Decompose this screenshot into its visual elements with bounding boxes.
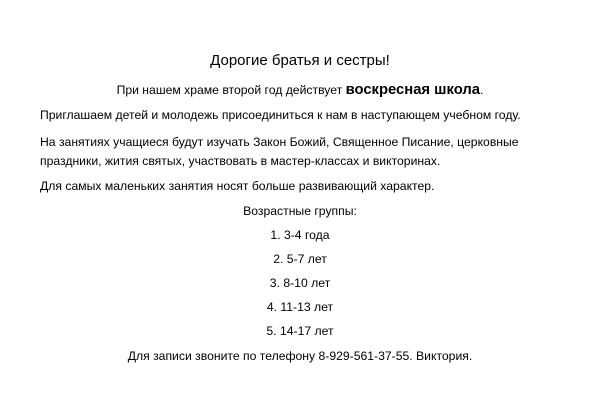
intro-suffix: . — [480, 83, 484, 97]
age-group-item: 4. 11-13 лет — [266, 300, 334, 314]
age-group-item: 3. 8-10 лет — [269, 276, 331, 290]
curriculum-paragraph-line-1: На занятиях учащиеся будут изучать Закон Божий, Священное Писание, церковные — [40, 135, 519, 149]
intro-prefix: При нашем храме второй год действует — [116, 83, 346, 97]
intro-sentence — [0, 81, 600, 99]
contact-line: Для записи звоните по телефону 8-929-561-37-55. Виктория. — [127, 349, 473, 363]
age-group-item: 5. 14-17 лет — [266, 324, 334, 338]
age-group-item: 1. 3-4 года — [270, 228, 330, 242]
curriculum-paragraph-line-2: праздники, жития святых, участвовать в мастер-классах и викторинах. — [40, 154, 441, 168]
young-children-paragraph: Для самых маленьких занятия носят больше развивающий характер. — [40, 179, 435, 193]
age-group-item: 2. 5-7 лет — [273, 252, 327, 266]
age-groups-heading: Возрастные группы: — [243, 204, 357, 218]
greeting-title: Дорогие братья и сестры! — [210, 52, 390, 69]
invitation-paragraph: Приглашаем детей и молодежь присоединиться к нам в наступающем учебном году. — [40, 108, 521, 122]
sunday-school-emphasis: воскресная школа — [345, 82, 481, 98]
